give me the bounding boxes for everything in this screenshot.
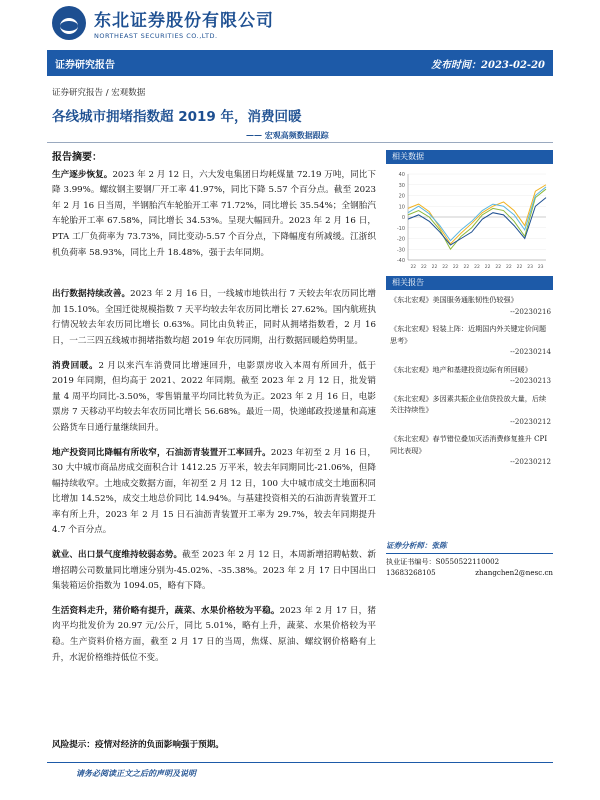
paragraph-lead: 消费回暖。: [52, 360, 99, 371]
report-item[interactable]: [390, 364, 551, 387]
logo-en-name: NORTHEAST SECURITIES CO.,LTD.: [94, 32, 218, 40]
x-tick-label: 22: [421, 265, 427, 270]
y-tick-label: -10: [396, 225, 405, 232]
y-tick-label: 40: [398, 172, 405, 178]
x-tick-label: 22: [505, 265, 512, 270]
x-tick-label: 22: [484, 265, 491, 270]
risk-text: 疫情对经济的负面影响强于预期。: [94, 740, 224, 750]
paragraph-prices: [52, 604, 376, 666]
paragraph-employment: [52, 548, 376, 595]
report-type: 证券研究报告: [55, 59, 115, 71]
paragraph-text: 2023 年 2 月 17 日，猪肉平均批发价为 20.97 元/公斤，同比 5.01%，略有上升，蔬菜、水果价格较为平稳。生产资料价格方面，截至 2 月 17 日的当周，焦煤、原油、螺纹钢价格略有上升，水泥价格维持低位不变。: [52, 605, 376, 663]
paragraph-lead: 出行数据持续改善。: [52, 289, 131, 300]
related-data-chart: [386, 164, 553, 276]
series-line-2: [408, 189, 546, 249]
report-title[interactable]: 《东北宏观》轻装上阵：近期国内外关键定价问题思考》: [390, 324, 547, 345]
report-title[interactable]: 《东北宏观》多因素共振企业信贷投放大量，后续关注持续性》: [390, 393, 547, 414]
report-title[interactable]: 《东北宏观》地产和基建投资边际有所回暖》: [390, 364, 532, 374]
report-item[interactable]: [390, 294, 551, 317]
analyst-info: [386, 540, 553, 578]
y-tick-label: 30: [398, 182, 405, 189]
x-tick-label: 22: [431, 265, 438, 270]
paragraph-production: [52, 168, 376, 262]
report-item[interactable]: [390, 323, 551, 358]
analyst-cert-row: [386, 556, 553, 567]
paragraph-text: 截至 2023 年 2 月 12 日，本周新增招聘帖数、新增招聘公司数量同比增速分别为-45.02%、-35.38%。2023 年 2 月 17 日中国出口集装箱运价指数为 1094.05，略有下降。: [52, 550, 376, 592]
x-tick-label: 22: [410, 265, 417, 270]
x-tick-label: 22: [495, 265, 502, 270]
report-item[interactable]: [390, 393, 551, 428]
line-chart: [386, 164, 553, 276]
analyst-phone: 13683268105: [386, 568, 436, 577]
y-tick-label: -40: [396, 258, 405, 264]
paragraph-lead: 地产投资同比降幅有所收窄，石油沥青装置开工率回升。: [52, 447, 271, 458]
risk-warning: [52, 738, 224, 750]
breadcrumb: 证券研究报告 / 宏观数据: [52, 88, 146, 98]
paragraph-travel: [52, 287, 376, 349]
company-logo: [52, 6, 274, 40]
page-subtitle: —— 宏观高频数据跟踪: [246, 130, 329, 140]
cert-number: S0550522110002: [435, 557, 500, 566]
analyst-email[interactable]: zhangchen2@nesc.cn: [475, 568, 553, 577]
paragraph-text: 2023 年 2 月 12 日，六大发电集团日均耗煤量 72.19 万吨，同比下降 3.99%。螺纹钢主要钢厂开工率 41.97%，同比下降 5.57 个百分点。截至 2023 年 2 月 16 日当周，半钢胎汽车轮胎开工率 71.72%，同比增长 35.54%；全钢胎汽车轮胎开工率 67.58%，同比增长 34.53%。呈现大幅回升。2023 年 2 月 16 日，PTA 工厂负荷率为 73.73%，同比变动-5.57 个百分点，下降幅度有所减缓。江浙织机负荷率 58.93%，同比上升 18.48%，强于去年同期。: [52, 169, 376, 258]
x-tick-label: 23: [527, 265, 533, 270]
report-title[interactable]: 《东北宏观》春节错位叠加灭活消费修复推升 CPI 同比表现》: [390, 434, 548, 455]
x-tick-label: 23: [537, 265, 544, 270]
report-title[interactable]: 《东北宏观》美国服务通胀韧性仍较强》: [390, 295, 518, 304]
paragraph-text: 2023 年初至 2 月 16 日，30 大中城市商品房成交面积合计 1412.25 万平米，较去年同期同比-21.06%，但降幅持续收窄。土地成交数据方面，年初至 2 月 12 日，100 大中城市成交土地面积同比增加 14.52%，成交土地总价同比 14.94%。与基建投资相关的石油沥青装置开工率有所上升，2023 年 2 月 15 日石油沥青装置开工率为 29.7%，较去年同期提升 4.7 个百分点。: [52, 447, 376, 536]
report-date: --20230213: [510, 376, 551, 385]
sidebar: [386, 150, 553, 474]
y-tick-label: 10: [398, 204, 405, 211]
report-date: --20230216: [510, 306, 551, 316]
report-date: --20230214: [510, 347, 551, 356]
x-tick-label: 22: [516, 265, 523, 270]
analyst-label: 证券分析师：张陈: [386, 541, 447, 550]
footer-divider: [47, 762, 553, 763]
report-item[interactable]: [390, 433, 551, 468]
cert-label: 执业证书编号：: [386, 557, 436, 566]
logo-cn-name: 东北证券股份有限公司: [94, 11, 274, 31]
summary-heading: 报告摘要：: [52, 152, 102, 163]
paragraph-property: [52, 446, 376, 540]
analyst-contact-row: [386, 567, 553, 578]
title-divider: [47, 142, 553, 143]
x-tick-label: 22: [463, 265, 470, 270]
y-tick-label: 20: [398, 193, 405, 200]
logo-icon: [52, 6, 86, 40]
related-data-heading: 相关数据: [386, 150, 553, 164]
paragraph-text: 2 月以来汽车消费同比增速回升，电影票房收入本周有所回升，低于 2019 年同期，但均高于 2021、2022 年同期。截至 2023 年 2 月 12 日，批发销量 4 周平均同比-3.50%，零售销量平均同比转负为正。2023 年 2 月 16 日，电影票房 7 天移动平均较去年农历同比增长 56.68%。最近一周，快递邮政投递量和高速公路货车日通行量继续回升。: [52, 360, 376, 433]
related-reports-list: [386, 290, 553, 468]
y-tick-label: 0: [401, 215, 405, 221]
page-title: 各线城市拥堵指数超 2019 年，消费回暖: [52, 109, 302, 125]
report-date: --20230212: [510, 416, 551, 426]
publish-date: 发布时间：2023-02-20: [431, 59, 545, 71]
footer-disclaimer: 请务必阅读正文之后的声明及说明: [76, 768, 196, 778]
paragraph-lead: 生产逐步恢复。: [52, 169, 113, 180]
x-tick-label: 22: [474, 265, 480, 270]
y-tick-label: -20: [396, 236, 405, 243]
y-tick-label: -30: [396, 247, 405, 254]
related-reports-heading: 相关报告: [386, 276, 553, 290]
risk-lead: 风险提示：: [52, 740, 95, 750]
x-tick-label: 22: [452, 265, 459, 270]
header-band: [47, 50, 553, 76]
report-date: --20230212: [510, 457, 551, 466]
paragraph-lead: 生活资料走升，猪价略有提升，蔬菜、水果价格较为平稳。: [52, 605, 280, 616]
paragraph-lead: 就业、出口景气度维持较弱态势。: [52, 550, 183, 561]
x-tick-label: 22: [442, 265, 449, 270]
paragraph-text: 2023 年 2 月 16 日，一线城市地铁出行 7 天较去年农历同比增加 15.10%。全国迁徙规模指数 7 天平均较去年农历同比增长 27.62%。国内航班执行情况较去年农历同比增长 0.63%。同比由负转正，同时从拥堵指数看，2 月 16 日，一二三四五线城市拥堵指数均超 2019 年农历同期，出行数据回暖趋势明显。: [52, 289, 376, 346]
paragraph-consumption: [52, 359, 376, 437]
report-body: [52, 150, 376, 675]
analyst-divider: [386, 553, 553, 554]
